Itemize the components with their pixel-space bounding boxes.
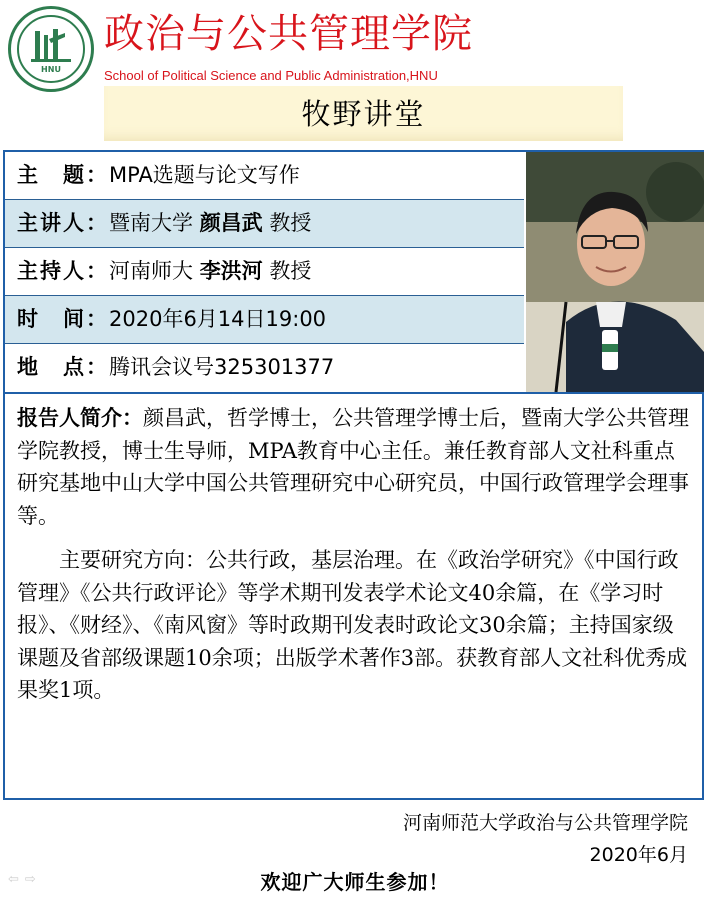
banner-title: 牧野讲堂 <box>301 97 426 131</box>
location-label: 地 点： <box>17 355 109 379</box>
row-time <box>5 296 524 344</box>
nav-prev-icon[interactable]: ⇦ <box>8 872 25 887</box>
research-text: 主要研究方向：公共行政，基层治理。在《政治学研究》《中国行政管理》《公共行政评论》等学术期刊发表学术论文40余篇，在《学习时报》、《财经》、《南风窗》等时政期刊发表时政论文30余篇；主持国家级课题及省部级课题10余项；出版学术著作3部。获教育部人文社科优秀成果奖1项。 <box>17 548 688 702</box>
host-title: 教授 <box>262 259 312 283</box>
speaker-label: 主讲人： <box>17 211 109 235</box>
time-value: 2020年6月14日19:00 <box>109 307 327 331</box>
publish-date: 2020年6月 <box>589 844 688 866</box>
host-affiliation: 河南师大 <box>109 259 200 283</box>
college-name-cn: 政治与公共管理学院 <box>104 11 473 57</box>
row-location <box>5 344 524 392</box>
row-speaker <box>5 200 524 248</box>
bio-label: 报告人简介： <box>17 406 143 430</box>
location-value: 腾讯会议号325301377 <box>109 355 335 379</box>
speaker-affiliation: 暨南大学 <box>109 211 200 235</box>
lecture-banner <box>104 86 623 141</box>
lecture-info-box <box>3 150 704 800</box>
row-topic <box>5 152 524 200</box>
nav-next-icon[interactable]: ⇨ <box>24 872 42 887</box>
row-host <box>5 248 524 296</box>
topic-label: 主 题： <box>17 163 109 187</box>
host-name: 李洪河 <box>199 259 263 283</box>
speaker-title: 教授 <box>262 211 312 235</box>
college-logo-icon <box>8 6 94 92</box>
host-label: 主持人： <box>17 259 109 283</box>
speaker-bio <box>5 392 702 798</box>
speaker-name: 颜昌武 <box>199 211 263 235</box>
welcome-text: 欢迎广大师生参加！ <box>260 870 450 894</box>
college-name-en: School of Political Science and Public Administration,HNU <box>104 68 438 83</box>
topic-value: MPA选题与论文写作 <box>109 163 300 187</box>
organizer: 河南师范大学政治与公共管理学院 <box>402 812 688 834</box>
time-label: 时 间： <box>17 307 109 331</box>
bio-text: 颜昌武，哲学博士，公共管理学博士后，暨南大学公共管理学院教授，博士生导师，MPA教育中心主任。兼任教育部人文社科重点研究基地中山大学中国公共管理研究中心研究员，中国行政管理学会理事等。 <box>17 406 689 528</box>
logo-text: HNU <box>41 65 61 74</box>
speaker-photo <box>526 152 704 392</box>
